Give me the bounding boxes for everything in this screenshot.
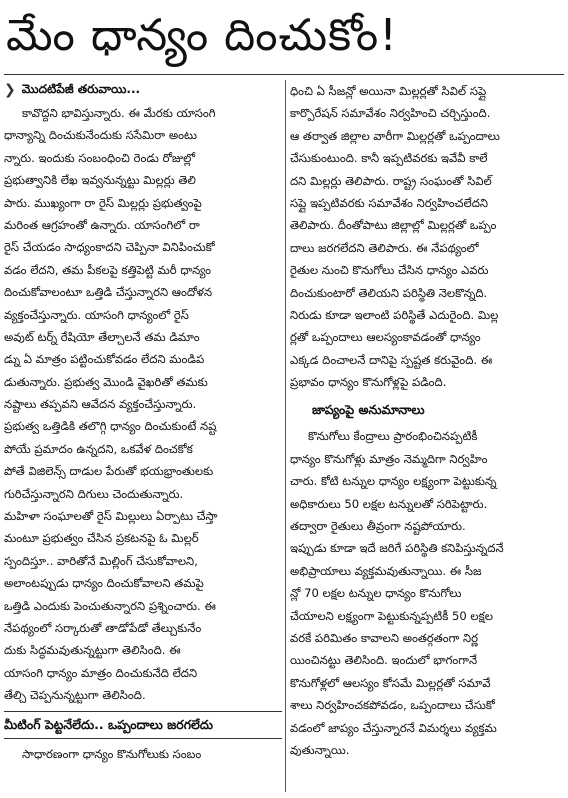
text-line: తద్వారా రైతులు తీవ్రంగా నష్టపోయారు. bbox=[290, 519, 466, 534]
text-line: ఆ తర్వాత జిల్లాల వారీగా మిల్లర్లతో ఒప్పందాలు bbox=[290, 128, 500, 143]
text-line: అలాంటప్పుడు ధాన్యం దించుకోవాలని తమపై bbox=[4, 576, 204, 591]
text-line: ప్రభుత్వానికి లేఖ ఇవ్వనున్నట్టు మిల్లర్లు తెలి bbox=[4, 173, 196, 188]
left-body-text bbox=[4, 102, 282, 707]
text-line: సప్లై ఇప్పటివరకు సమావేశం నిర్వహించలేదని bbox=[290, 195, 489, 210]
right-body-text-b bbox=[290, 425, 566, 761]
text-line: చేసుకుంటుంది. కానీ ఇప్పటివరకు ఇవేవీ కాలే bbox=[290, 151, 488, 166]
text-line: ధాన్యం కొనుగోళ్లు మాత్రం నెమ్మదిగా నిర్వహిం bbox=[290, 451, 488, 466]
text-line: వడం లేదని, తమ పీకలపై కత్తిపెట్టి మరీ ధాన్యం bbox=[4, 262, 212, 277]
column-divider bbox=[285, 80, 286, 792]
text-line: యాసంగి ధాన్యం మాత్రం దించుకునేది లేదని bbox=[4, 665, 198, 680]
text-line: పోతే విజిలెన్స్ దాడుల పేరుతో భయభ్రాంతులకు bbox=[4, 464, 214, 479]
text-line: సాధారణంగా ధాన్యం కొనుగోలుకు సంబం bbox=[22, 746, 202, 761]
text-line: కొనుగోళ్లలో ఆలస్యం కోసమే మిల్లర్లతో సమావే bbox=[290, 675, 491, 690]
text-line: కార్పొరేషన్ సమావేశం నిర్వహించి చర్చిస్తుంది. bbox=[290, 106, 491, 121]
text-line: దాలు జరగలేదని తెలిపారు. ఈ నేపథ్యంలో bbox=[290, 240, 479, 255]
text-line: ఒత్తిడి ఎందుకు పెంచుతున్నారని ప్రశ్నించారు. ఈ bbox=[4, 598, 216, 613]
text-line: అభిప్రాయాలు వ్యక్తమవుతున్నాయి. ఈ సీజ bbox=[290, 563, 482, 578]
text-line: ప్రభావం ధాన్యం కొనుగోళ్లపై పడింది. bbox=[290, 375, 447, 390]
text-line: మరింత ఆగ్రహంతో ఉన్నారు. యాసంగిలో రా bbox=[4, 217, 200, 232]
text-line: వడంలో జాప్యం చేస్తున్నారనే విమర్శలు వ్యక్తమ bbox=[290, 720, 497, 735]
text-line: డుతున్నారు. ప్రభుత్వ మొండి వైఖరితో తమకు bbox=[4, 374, 208, 389]
text-line: దని మిల్లర్లు తెలిపారు. రాష్ట్ర సంఘంతో సివిల్ bbox=[290, 173, 492, 188]
left-column bbox=[4, 80, 282, 794]
text-line: చారు. కోటి టన్నుల ధాన్యం లక్ష్యంగా పెట్టుకున్న bbox=[290, 474, 497, 489]
text-line: నష్టాలు తప్పవని ఆవేదన వ్యక్తంచేస్తున్నారు. bbox=[4, 397, 197, 412]
text-line: నిరుడు కూడా ఇలాంటి పరిస్థితే ఎదురైంది. మిల్ల bbox=[290, 307, 499, 322]
text-line: ధించి ఏ సీజన్లో అయినా మిల్లర్లతో సివిల్ సప్లై bbox=[290, 84, 487, 98]
continuation-label: మొదటిపేజీ తరువాయి... bbox=[21, 81, 141, 96]
text-line: చేయాలని లక్ష్యంగా పెట్టుకున్నప్పటికీ 50 లక్షల bbox=[290, 608, 493, 623]
text-line: వరకే పరిమితం కావాలని అంతర్గతంగా నిర్ణ bbox=[290, 630, 479, 645]
text-line: కావొద్దని భావిస్తున్నారు. ఈ మేరకు యాసంగి bbox=[22, 106, 216, 120]
text-line: మహిళా సంఘాలతో రైస్ మిల్లులు ఏర్పాటు చేస్తా bbox=[4, 509, 218, 524]
continuation-line bbox=[4, 80, 282, 100]
text-line: డ్ను ఏ మాత్రం పట్టించుకోవడం లేదని మండిప bbox=[4, 352, 205, 367]
text-line: ఎక్కడ దించాలనే దానిపై స్పష్టత కరువైంది. ఈ bbox=[290, 352, 493, 367]
text-line: న్లో 70 లక్షల టన్నుల ధాన్యం కొనుగోలు bbox=[290, 586, 462, 601]
top-divider bbox=[4, 74, 564, 75]
left-tail-text bbox=[4, 743, 282, 765]
text-line: అవుట్ టర్న్ రేషియో తేల్చాలనే తమ డిమాం bbox=[4, 329, 200, 344]
text-line: మంటూ ప్రభుత్వం చేసిన ప్రకటనపై ఓ మిల్లర్ bbox=[4, 531, 199, 546]
text-line: యించినట్టు తెలిసింది. ఇందులో భాగంగానే bbox=[290, 653, 478, 668]
text-line: పారు. ముఖ్యంగా రా రైస్ మిల్లర్లు ప్రభుత్వంపై bbox=[4, 195, 202, 210]
text-line: ఇప్పుడు కూడా ఇదే జరిగే పరిస్థితి కనిపిస్తున్నదనే bbox=[290, 541, 504, 556]
text-line: వ్యక్తంచేస్తున్నారు. యాసంగి ధాన్యంలో రైస్ bbox=[4, 307, 189, 322]
text-line: తెలిపారు. దీంతోపాటు జిల్లాల్లో మిల్లర్లతో ఒప్పం bbox=[290, 218, 497, 233]
text-line: న్నారు. ఇందుకు సంబంధించి రెండు రోజుల్లో bbox=[4, 150, 196, 165]
chevron-right-icon: ❯ bbox=[4, 82, 16, 98]
text-line: పోయే ప్రమాదం ఉన్నదని, ఒకవేళ దించకోక bbox=[4, 441, 193, 456]
text-line: తేల్చి చెప్పనున్నట్టుగా తెలిసింది. bbox=[4, 688, 146, 703]
text-line: ప్రభుత్వ ఒత్తిడికి తలొగ్గి ధాన్యం దించుకుంటే నష్ట bbox=[4, 419, 217, 434]
headline: మేం ధాన్యం దించుకోం! bbox=[6, 10, 398, 61]
text-line: దుకు సిద్ధమవుతున్నట్టుగా తెలిసింది. ఈ bbox=[4, 643, 181, 658]
subhead-delay: జాప్యంపై అనుమానాలు bbox=[312, 402, 425, 418]
right-body-text-a bbox=[290, 80, 566, 393]
text-line: కొనుగోలు కేంద్రాలు ప్రారంభించినప్పటికీ bbox=[308, 429, 478, 444]
text-line: వుతున్నాయి. bbox=[290, 742, 350, 757]
text-line: ధాన్యాన్ని దించుకునేందుకు ససేమిరా అంటు bbox=[4, 128, 197, 143]
text-line: శాలు నిర్వహించకపోవడం, ఒప్పందాలు చేసుకో bbox=[290, 698, 495, 713]
text-line: రైతుల నుంచి కొనుగోలు చేసిన ధాన్యం ఎవరు bbox=[290, 263, 489, 278]
text-line: స్పందిస్తూ.. వారితోనే మిల్లింగ్ చేసుకోవాలని, bbox=[4, 553, 198, 568]
text-line: దించుకోవాలంటూ ఒత్తిడి చేస్తున్నారని ఆందోళన bbox=[4, 285, 213, 300]
text-line: గురిచేస్తున్నారని దిగులు చెందుతున్నారు. bbox=[4, 486, 184, 501]
right-column bbox=[290, 80, 566, 794]
text-line: దించుకుంటారో తెలియని పరిస్థితి నెలకొన్నది. bbox=[290, 285, 488, 300]
subhead-meeting: మీటింగ్ పెట్టనేలేదు.. ఒప్పందాలు జరగలేదు bbox=[4, 711, 282, 739]
text-line: అధికారులు 50 లక్షల టన్నులతో సరిపెట్టారు. bbox=[290, 496, 488, 511]
text-line: ర్లతో ఒప్పందాలు ఆలస్యంకావడంతో ధాన్యం bbox=[290, 330, 481, 345]
text-line: రైస్ చేయడం సాధ్యంకాదని చెప్పినా వినిపించుకో bbox=[4, 240, 215, 255]
text-line: నేపథ్యంలో సర్కారుతో తాడోపేడో తేల్చుకునేం bbox=[4, 620, 202, 635]
